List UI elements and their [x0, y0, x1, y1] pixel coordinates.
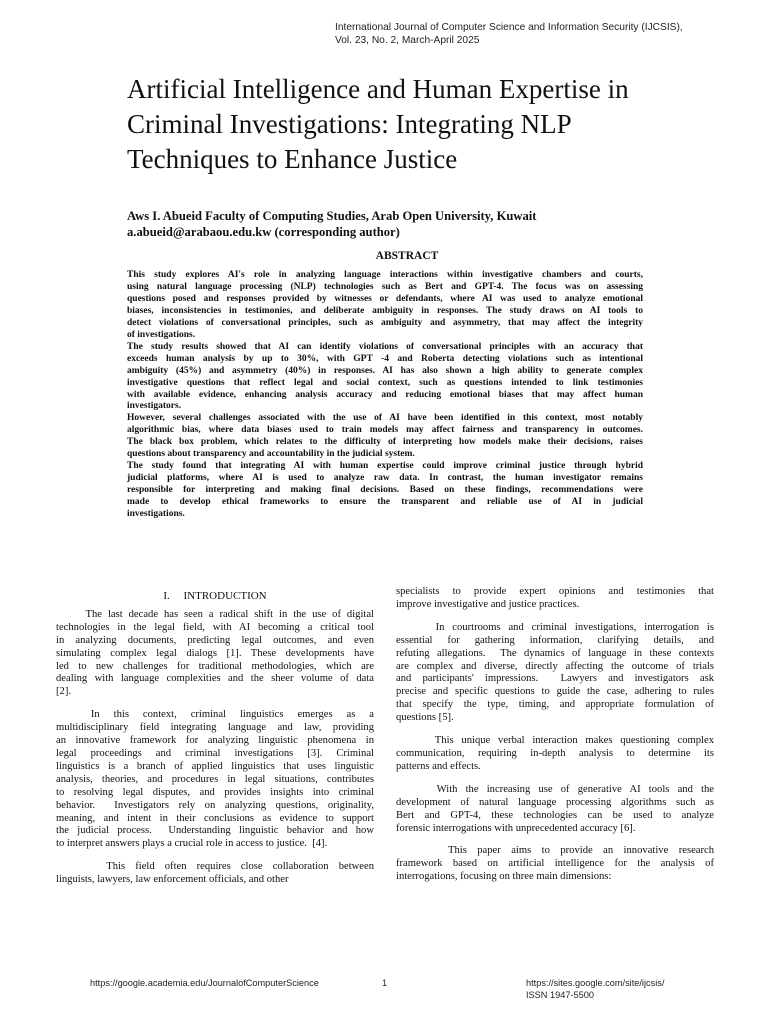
title-line: Artificial Intelligence and Human Expertise in: [127, 74, 629, 104]
paragraph-line: that specify the type, timing, and appropriate formulation of: [396, 699, 714, 711]
section-heading-introduction: [56, 590, 374, 603]
introduction-paragraphs: [56, 609, 374, 887]
paragraph-line: communication, requiring in-depth analysis to determine its: [396, 747, 714, 759]
abstract-line: investigative questions that reflect legal and social context, such as questions intended to link testimonies: [127, 377, 643, 388]
paragraph-line: This unique verbal interaction makes questioning complex: [396, 735, 714, 747]
paragraph-line: questions [5].: [396, 712, 454, 724]
paragraph-line: This field often requires close collaboration between: [56, 861, 374, 873]
journal-name: International Journal of Computer Science and Information Security (IJCSIS),: [335, 22, 683, 33]
author-affiliation: Aws I. Abueid Faculty of Computing Studies, Arab Open University, Kuwait: [127, 209, 537, 223]
footer-sites-link[interactable]: https://sites.google.com/site/ijcsis/: [526, 978, 665, 988]
title-line: Criminal Investigations: Integrating NLP: [127, 109, 572, 139]
abstract-line: The black box problem, which relates to the difficulty of interpreting how models make their decisions, raises: [127, 437, 643, 448]
paper-title: [127, 72, 727, 177]
paragraph: [396, 622, 714, 725]
paragraph-line: multidisciplinary field integrating language and law, providing: [56, 722, 374, 734]
footer-academia-link[interactable]: https://google.academia.edu/JournalofComputerScience: [90, 978, 319, 988]
paragraph-line: interrogations, focusing on three main dimensions:: [396, 871, 612, 883]
paragraph-line: an innovative framework for analyzing linguistic phenomena in: [56, 735, 374, 747]
paragraph-line: analysis, theories, and procedures in legal situations, contributes: [56, 773, 374, 785]
paragraph-line: dealing with language complexities and the sheer volume of data: [56, 673, 374, 685]
paragraph-line: to resolving legal disputes, and provides insights into criminal: [56, 786, 374, 798]
paragraph-line: With the increasing use of generative AI tools and the: [396, 783, 714, 795]
paragraph-line: the judicial process. Understanding linguistic behavior and how: [56, 825, 374, 837]
abstract-line: algorithmic bias, where data biases used to train models may affect fairness and transparency in outcomes.: [127, 425, 643, 436]
abstract-line: questions about transparency and accountability in the judicial system.: [127, 449, 415, 460]
paragraph-line: simulating complex legal dialogs [1]. These developments have: [56, 647, 374, 659]
paragraph-line: linguistics is a branch of applied linguistics that uses linguistic: [56, 760, 374, 772]
paragraph: [396, 845, 714, 884]
abstract-heading-text: ABSTRACT: [375, 250, 439, 262]
abstract-body: [127, 270, 643, 521]
left-column: [56, 590, 374, 897]
journal-volume: Vol. 23, No. 2, March-April 2025: [335, 35, 480, 46]
paragraph: [56, 709, 374, 851]
right-column-paragraphs: [396, 586, 714, 884]
abstract-line: exceeds human analysis by up to 30%, with GPT -4 and Roberta detecting violations such as intentional: [127, 353, 643, 364]
paragraph-line: [2].: [56, 686, 72, 698]
paragraph-line: framework based on artificial intelligence for the analysis of: [396, 858, 714, 870]
paragraph-line: This paper aims to provide an innovative research: [396, 845, 714, 857]
paragraph-line: In this context, criminal linguistics emerges as a: [56, 709, 374, 721]
right-column: [396, 586, 714, 894]
paragraph-line: improve investigative and justice practices.: [396, 598, 580, 610]
footer-url-right: [526, 977, 664, 1001]
abstract-line: of investigations.: [127, 329, 196, 340]
paragraph-line: refuting allegations. The dynamics of language in these contexts: [396, 647, 714, 659]
paragraph-line: In courtrooms and criminal investigations, interrogation is: [396, 621, 714, 633]
paragraph-line: legal proceedings and criminal investigations [3]. Criminal: [56, 747, 374, 759]
title-line: Techniques to Enhance Justice: [127, 144, 458, 174]
page-number: 1: [382, 978, 388, 988]
paragraph-line: Bert and GPT-4, these technologies can be used to analyze: [396, 809, 714, 821]
paragraph: [56, 861, 374, 887]
paragraph: [396, 735, 714, 774]
abstract-line: judicial platforms, where AI is used to analyze raw data. In contrast, the human investigator remains: [127, 473, 643, 484]
abstract-line: responsible for interpreting and making final decisions. Based on these findings, recommendations were: [127, 485, 643, 496]
paragraph-line: linguists, lawyers, law enforcement officials, and other: [56, 874, 289, 886]
abstract-line: investigators.: [127, 401, 182, 412]
paragraph-line: to interpret answers plays a crucial role in access to justice. [4].: [56, 838, 328, 850]
paragraph-line: development of natural language processing algorithms such as: [396, 796, 714, 808]
paragraph-line: patterns and effects.: [396, 760, 481, 772]
paragraph-line: are complex and diverse, directly affecting the outcome of trials: [396, 660, 714, 672]
abstract-line: questions posed and responses provided by witnesses or defendants, where AI was used to analyze emotional: [127, 293, 643, 304]
paragraph: [396, 784, 714, 836]
abstract-line: biases, inconsistencies in testimonies, and deliberate ambiguity in responses. The study draws on AI tools to: [127, 305, 643, 316]
abstract-line: The study found that integrating AI with human expertise could improve criminal justice through hybrid: [127, 461, 643, 472]
paragraph-line: and participants' impressions. Lawyers and investigators ask: [396, 673, 714, 685]
paragraph-line: forensic interrogations with unprecedented accuracy [6].: [396, 822, 636, 834]
section-heading-text: I. INTRODUCTION: [163, 590, 267, 602]
journal-header: [335, 21, 683, 47]
author-block: [127, 208, 536, 240]
abstract-line: This study explores AI's role in analyzing language interactions within investigative chambers and courts,: [127, 270, 643, 280]
footer-page-number: [382, 977, 387, 989]
paragraph: [56, 609, 374, 699]
paragraph-line: essential for gathering information, clarifying details, and: [396, 634, 714, 646]
author-email: a.abueid@arabaou.edu.kw (corresponding author): [127, 225, 400, 239]
abstract-line: detect violations of conversational principles, such as ambiguity and asymmetry, that may affect the integrity: [127, 317, 643, 328]
paragraph-line: specialists to provide expert opinions and testimonies that: [396, 586, 714, 597]
footer-url-left: [90, 977, 319, 989]
abstract-line: investigations.: [127, 509, 185, 520]
footer-issn: ISSN 1947-5500: [526, 990, 594, 1000]
paragraph-line: behavior. Investigators rely on analyzing questions, originality,: [56, 799, 374, 811]
paragraph: [396, 586, 714, 612]
abstract-line: using natural language processing (NLP) technologies such as Bert and GPT-4. The focus was on assessing: [127, 281, 643, 292]
abstract-line: with available evidence, enhancing analysis accuracy and reducing emotional biases that may affect human: [127, 389, 643, 400]
paragraph-line: meaning, and intent in their conclusions as evidence to support: [56, 812, 374, 824]
paragraph-line: technologies in the legal field, with AI becoming a critical tool: [56, 621, 374, 633]
abstract-heading: [0, 250, 768, 262]
paragraph-line: The last decade has seen a radical shift in the use of digital: [56, 608, 374, 620]
abstract-line: The study results showed that AI can identify violations of conversational principles with an accuracy that: [127, 341, 643, 352]
abstract-line: made to develop ethical frameworks to ensure the transparent and reliable use of AI in judicial: [127, 497, 643, 508]
abstract-line: ambiguity (45%) and asymmetry (40%) in responses. AI has also shown a high ability to generate complex: [127, 365, 643, 376]
paragraph-line: led to new challenges for traditional methodologies, which are: [56, 660, 374, 672]
paragraph-line: in analyzing documents, predicting legal outcomes, and even: [56, 634, 374, 646]
paragraph-line: precise and specific questions to guide the case, adhering to rules: [396, 686, 714, 698]
abstract-line: However, several challenges associated with the use of AI have been identified in this context, most notably: [127, 413, 643, 424]
